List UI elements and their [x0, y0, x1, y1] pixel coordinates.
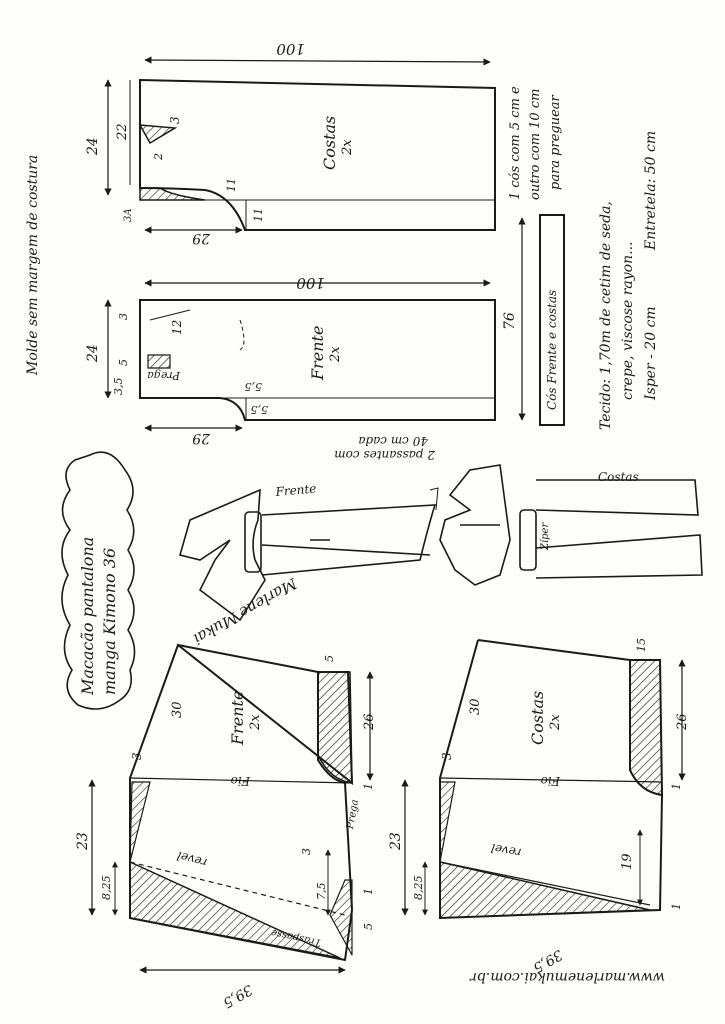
- bodice-back-dim-19: 19: [620, 853, 635, 870]
- pants-back-dim-11b: 11: [252, 208, 265, 222]
- fabric-note-1: Tecido: 1,70m de cetim de seda,: [598, 201, 614, 430]
- waistband-note-3: para preguear: [548, 95, 563, 190]
- pants-front-prega: Prega: [147, 369, 180, 382]
- pants-front-dim-55b: 5,5: [250, 403, 268, 416]
- pants-front-dim-35: 3,5: [112, 377, 125, 395]
- sketch-back-label: Costas: [598, 470, 639, 484]
- bodice-front-dim-75: 7,5: [315, 882, 328, 900]
- bodice-front-dim-3b: 3: [300, 848, 313, 855]
- bodice-front-dim-23: 23: [75, 832, 91, 850]
- bodice-back-dim-395: 39,5: [530, 946, 565, 976]
- pants-front-dim-24: 24: [85, 344, 101, 362]
- bodice-front-traspasse: Traspasse: [270, 926, 323, 948]
- isper-note: Isper - 20 cm: [643, 306, 659, 400]
- pants-back-name: Costas: [320, 115, 339, 170]
- pants-back-count: 2x: [340, 139, 355, 155]
- bodice-front-count: 2x: [248, 714, 263, 730]
- bodice-back-name: Costas: [528, 690, 547, 745]
- pants-front-length-label: 100: [296, 274, 325, 292]
- loops-note-1: 2 passantes com: [334, 448, 435, 462]
- bodice-front-dim-5bot: 5: [362, 923, 375, 930]
- bodice-back-fio: Fio: [540, 774, 560, 788]
- bodice-front-dim-3: 3: [130, 752, 144, 760]
- bodice-front-dim-5top: 5: [323, 655, 336, 662]
- garment-sketch-back: [430, 465, 702, 585]
- waistband-length: 76: [502, 312, 518, 330]
- loops-note-2: 40 cm cada: [358, 434, 428, 448]
- bodice-front-dim-30: 30: [170, 701, 185, 718]
- waistband-label: Cós Frente e costas: [545, 289, 559, 410]
- bodice-back-dim-15: 15: [635, 638, 648, 652]
- bodice-back-dim-30: 30: [468, 698, 483, 715]
- bodice-back-dim-23: 23: [388, 832, 404, 850]
- bodice-back-dim-1b: 1: [670, 903, 683, 910]
- pants-front-dim-3: 3: [117, 313, 130, 320]
- fabric-note-2: crepe, viscose rayon...: [620, 241, 636, 400]
- signature: Marlene Mukai: [190, 574, 300, 649]
- pants-front-dim-5: 5: [117, 359, 130, 366]
- title-line-1: Macacão pantalona: [78, 536, 97, 695]
- bodice-back-dim-825: 8,25: [412, 875, 425, 900]
- bodice-front-prega: Prega: [345, 798, 362, 830]
- pants-front-count: 2x: [328, 346, 343, 362]
- pants-front-dim-29: 29: [192, 430, 210, 446]
- pants-front-name: Frente: [308, 325, 327, 380]
- bodice-front-dim-1a: 1: [362, 783, 375, 790]
- title-line-2: manga Kimono 36: [100, 547, 119, 695]
- pants-back-piece-label: [320, 116, 339, 170]
- bodice-back-revel: revel: [489, 840, 523, 860]
- pants-back-dim-29: 29: [192, 230, 210, 246]
- bodice-front-dim-26: 26: [362, 713, 377, 730]
- garment-sketch-front: [180, 490, 435, 620]
- entretela-note: Entretela: 50 cm: [643, 130, 659, 250]
- pants-front-dim-12: 12: [170, 319, 184, 335]
- pants-front-piece: [108, 283, 495, 428]
- sketch-front-label: Frente: [275, 481, 317, 499]
- mold-note: Molde sem margem de costura: [25, 154, 41, 375]
- bodice-back-count: 2x: [548, 714, 563, 730]
- bodice-back-dim-1a: 1: [670, 783, 683, 790]
- pants-back-dim-3: 3: [168, 116, 182, 124]
- sketch-zipper-label: Zíper: [540, 522, 551, 550]
- bodice-front-dim-1b: 1: [362, 888, 375, 895]
- bodice-back-dim-26: 26: [675, 713, 690, 730]
- bodice-front-dim-395: 39,5: [220, 981, 255, 1011]
- bodice-front-name: Frente: [228, 690, 247, 745]
- waistband-note-2: outro com 10 cm: [528, 88, 543, 200]
- pants-back-length-label: 100: [276, 40, 305, 58]
- bodice-front-dim-825: 8,25: [100, 875, 113, 900]
- bodice-front-fio: Fio: [230, 774, 250, 788]
- website: www.marlenemukai.com.br: [470, 969, 665, 985]
- bodice-front-revel: revel: [175, 848, 209, 870]
- waistband-note-1: 1 cós com 5 cm e: [508, 86, 523, 200]
- pants-back-dim-3a: 3A: [123, 208, 134, 222]
- pants-back-dim-2: 2: [152, 153, 165, 160]
- pants-front-dim-55a: 5,5: [244, 380, 262, 393]
- pants-back-dim-24: 24: [85, 137, 101, 155]
- pants-back-dim-22: 22: [115, 123, 130, 140]
- pants-back-piece: [108, 60, 495, 230]
- bodice-back-dim-3: 3: [440, 752, 454, 760]
- title-cloud: [62, 452, 135, 709]
- pants-back-dim-11a: 11: [225, 178, 238, 192]
